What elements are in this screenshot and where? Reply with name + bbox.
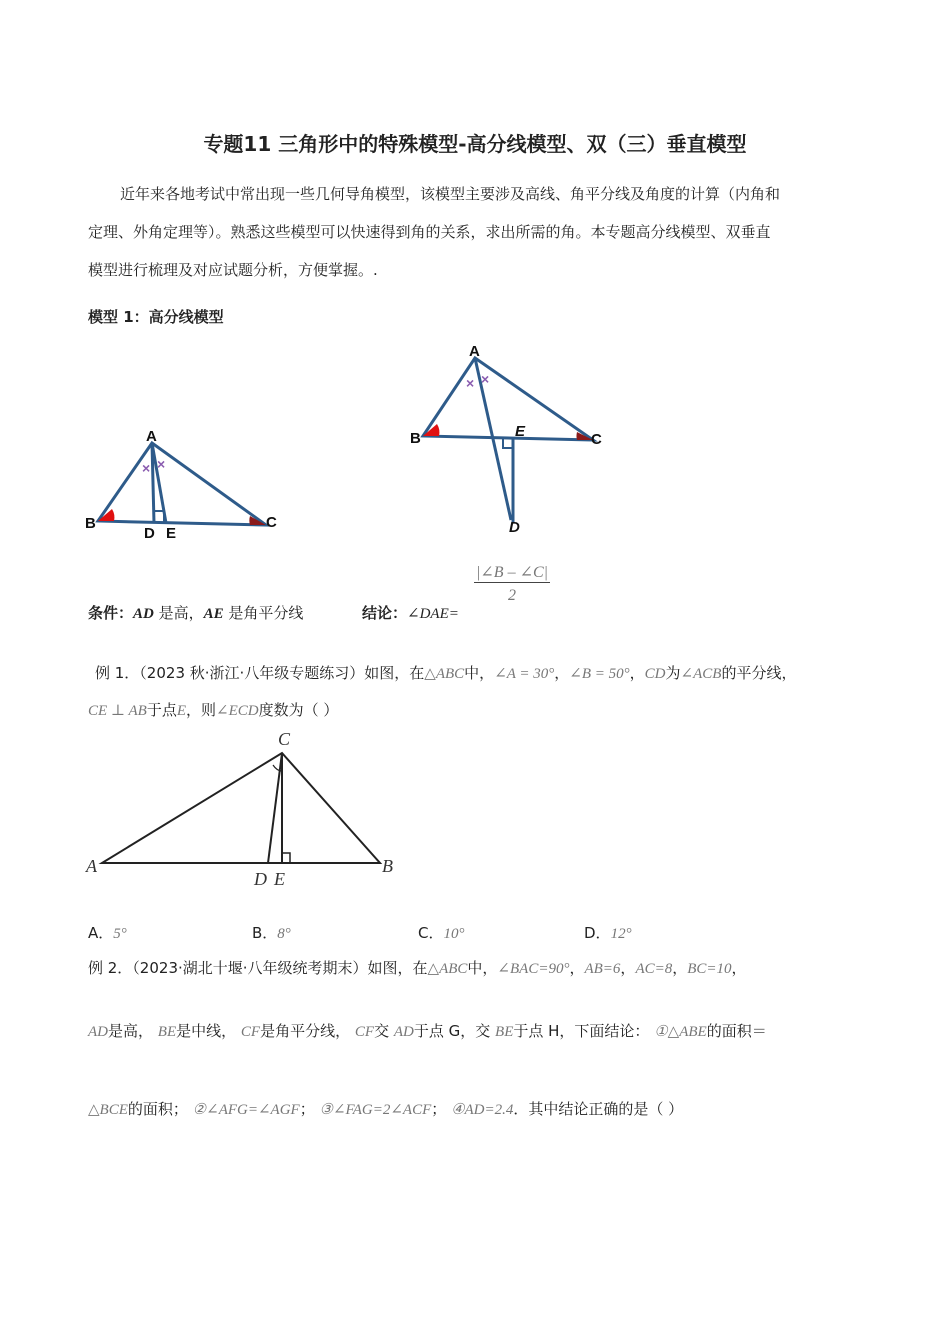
condition-end: 是角平分线: [223, 604, 304, 622]
example2-conclusion-2: ②∠AFG=∠AGF: [192, 1102, 300, 1118]
cross-mark-2: ×: [481, 371, 490, 387]
example2-sep: ，: [731, 959, 747, 977]
example2-text: 是高，: [108, 1022, 154, 1040]
fraction-denominator: 2: [508, 587, 517, 604]
example2-cf: CF: [240, 1024, 261, 1040]
example2-prefix: 例 2．（2023·湖北十堰·八年级统考期末）如图，在: [88, 959, 428, 977]
example2-line1: [88, 957, 747, 978]
example1-text: 的平分线，: [721, 664, 797, 682]
cross-mark-1: ×: [466, 375, 475, 391]
example2-be: BE: [157, 1024, 177, 1040]
option-letter: D．: [584, 924, 611, 942]
example1-text: 于点: [146, 701, 177, 719]
triangle-abc: [423, 358, 593, 440]
example2-bce: △BCE: [88, 1102, 128, 1118]
option-b[interactable]: [252, 922, 291, 943]
condition-ad: AD: [133, 606, 154, 622]
label-b: B: [410, 430, 421, 447]
label-e: E: [515, 423, 526, 440]
example2-text: ．其中结论正确的是（ ）: [513, 1100, 684, 1118]
example2-sep: ，: [620, 959, 636, 977]
example2-conclusion-3: ③∠FAG=2∠ACF: [319, 1102, 432, 1118]
condition-ae: AE: [203, 606, 224, 622]
example2-be2: BE: [495, 1024, 514, 1040]
example2-text: 中，: [467, 959, 498, 977]
example1-line1: [95, 662, 796, 683]
right-angle-mark: [282, 853, 290, 863]
cross-mark-2: ×: [157, 456, 166, 472]
example2-sep: ，: [672, 959, 688, 977]
example2-text: 是中线，: [176, 1022, 237, 1040]
label-b: B: [382, 856, 393, 876]
condition-label: 条件：: [88, 604, 134, 622]
option-d[interactable]: [584, 922, 632, 943]
label-a: A: [469, 343, 480, 360]
condition-mid: 是高，: [153, 604, 204, 622]
example2-ab: AB=6: [584, 961, 621, 977]
example2-ad2: AD: [393, 1024, 414, 1040]
intro-line-1: 近年来各地考试中常出现一些几何导角模型，该模型主要涉及高线、角平分线及角度的计算（内角和: [120, 185, 781, 203]
example2-cf2: CF: [354, 1024, 375, 1040]
label-c: C: [591, 431, 602, 448]
example1-cd: CD: [644, 666, 666, 682]
model1-figure-left: [80, 425, 290, 545]
example1-ecd: ∠ECD: [216, 703, 259, 719]
example2-text: 的面积＝: [706, 1022, 767, 1040]
example2-conclusion-1: ①△ABE: [654, 1024, 707, 1040]
option-value: 8°: [277, 926, 291, 942]
bisector-cd: [268, 753, 282, 863]
example1-text: 中，: [464, 664, 495, 682]
example2-text: 于点 G，交: [413, 1022, 491, 1040]
example2-sep: ；: [431, 1100, 447, 1118]
triangle-abc: [102, 753, 380, 863]
fraction-numerator: |∠B – ∠C|: [476, 564, 549, 581]
example1-sep: ，: [554, 664, 570, 682]
model1-conclusion: [362, 602, 459, 623]
example1-text: ，则: [186, 701, 217, 719]
label-e: E: [274, 869, 285, 889]
example2-sep: ，: [569, 959, 585, 977]
example1-text: 为: [665, 664, 681, 682]
option-value: 10°: [443, 926, 465, 942]
page-title: 专题11 三角形中的特殊模型-高分线模型、双（三）垂直模型: [203, 132, 747, 156]
option-letter: C．: [418, 924, 444, 942]
example2-line3: [88, 1098, 683, 1119]
conclusion-label: 结论：: [362, 604, 408, 622]
option-letter: B．: [252, 924, 278, 942]
model1-figure-right: [405, 340, 615, 540]
example2-tri: △ABC: [427, 961, 468, 977]
example2-text: 的面积；: [127, 1100, 188, 1118]
example2-conclusion-4: ④AD=2.4: [451, 1102, 514, 1118]
option-value: 12°: [610, 926, 632, 942]
label-b: B: [85, 515, 96, 532]
example2-bc: BC=10: [687, 961, 732, 977]
label-c: C: [278, 729, 291, 749]
example2-text: 交: [374, 1022, 390, 1040]
label-d: D: [144, 525, 155, 542]
example2-bac: ∠BAC=90°: [497, 961, 570, 977]
label-d: D: [254, 869, 267, 889]
label-d: D: [509, 519, 520, 536]
example1-text: 度数为（ ）: [258, 701, 339, 719]
example1-prefix: 例 1．（2023 秋·浙江·八年级专题练习）如图，在: [95, 664, 425, 682]
example2-sep: ；: [299, 1100, 315, 1118]
example2-ac: AC=8: [635, 961, 673, 977]
conclusion-fraction: [474, 562, 550, 605]
conclusion-expr: ∠DAE=: [407, 606, 459, 622]
example2-text: 是角平分线，: [260, 1022, 351, 1040]
intro-line-3: 模型进行梳理及对应试题分析，方便掌握。.: [88, 261, 378, 279]
option-value: 5°: [113, 926, 127, 942]
intro-line-2: 定理、外角定理等）。熟悉这些模型可以快速得到角的关系，求出所需的角。本专题高分线模型、双垂直: [88, 223, 771, 241]
model1-heading: 模型 1：高分线模型: [88, 308, 224, 326]
label-c: C: [266, 514, 277, 531]
example1-line2: [88, 699, 338, 720]
example2-line2: [88, 1020, 767, 1041]
example1-angle-a: ∠A = 30°: [494, 666, 555, 682]
example1-ce: CE ⊥ AB: [88, 703, 147, 719]
example1-tri: △ABC: [424, 666, 465, 682]
example1-acb: ∠ACB: [680, 666, 722, 682]
cross-mark-1: ×: [142, 460, 151, 476]
label-e: E: [166, 525, 177, 542]
option-c[interactable]: [418, 922, 464, 943]
model1-condition: [88, 602, 303, 623]
option-letter: A．: [88, 924, 114, 942]
label-a: A: [86, 856, 97, 876]
example1-e: E: [176, 703, 187, 719]
example1-angle-b: ∠B = 50°: [569, 666, 630, 682]
example2-text: 于点 H，下面结论：: [513, 1022, 650, 1040]
option-a[interactable]: [88, 922, 127, 943]
triangle-abc: [98, 443, 266, 525]
example1-sep: ，: [629, 664, 645, 682]
example2-ad: AD: [88, 1024, 108, 1040]
example1-figure: [80, 725, 410, 895]
label-a: A: [146, 428, 157, 445]
